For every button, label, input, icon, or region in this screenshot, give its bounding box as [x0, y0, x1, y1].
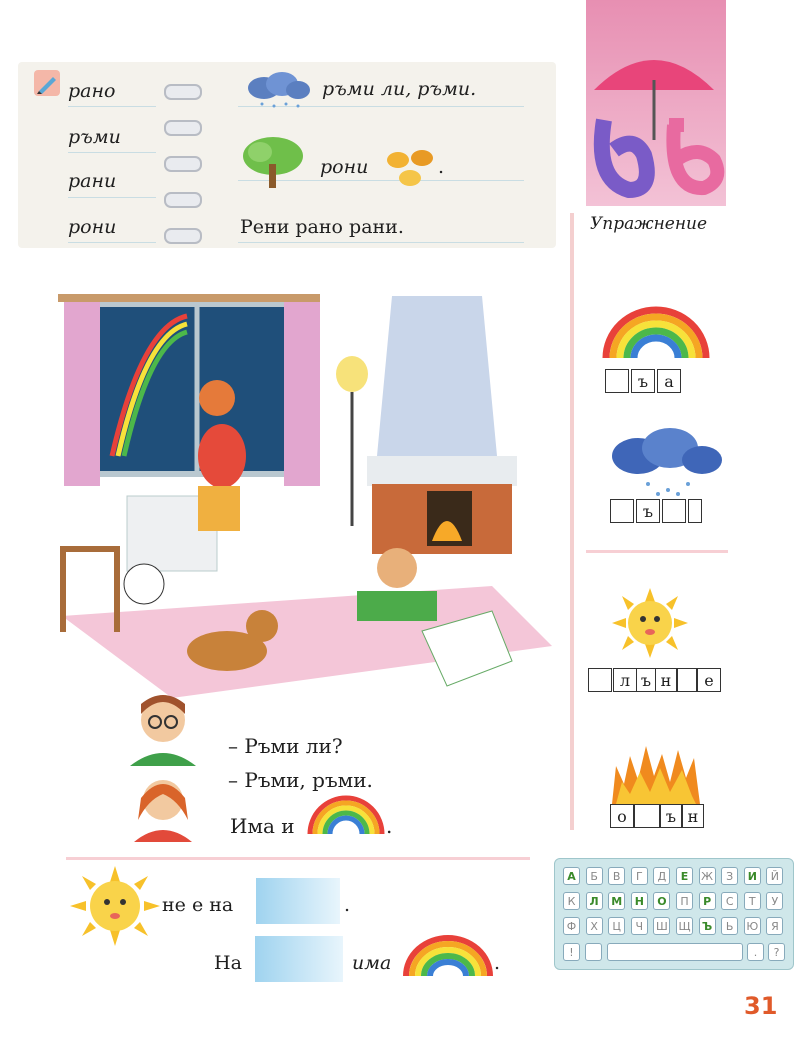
- sun-icon: [70, 866, 160, 950]
- key[interactable]: Ж: [699, 867, 716, 885]
- boy-portrait: [130, 690, 196, 770]
- room-illustration: [52, 286, 560, 700]
- letter-mascots-icon: [574, 40, 734, 214]
- tree-icon: [240, 134, 306, 194]
- bottom-text: има: [352, 952, 392, 974]
- sky-picture: [256, 878, 340, 924]
- spiral-ring: [164, 228, 202, 244]
- letter-keyboard: [554, 858, 794, 970]
- key[interactable]: .: [747, 943, 764, 961]
- column-divider: [570, 213, 574, 830]
- spiral-ring: [164, 120, 202, 136]
- letter-box[interactable]: [605, 369, 629, 393]
- notebook-word: ръми: [68, 126, 121, 148]
- bottom-text-end: .: [494, 952, 501, 974]
- dialogue-line-end: .: [386, 814, 393, 838]
- key[interactable]: З: [721, 867, 738, 885]
- key[interactable]: [585, 943, 602, 961]
- key[interactable]: Д: [653, 867, 670, 885]
- spiral-ring: [164, 192, 202, 208]
- bottom-text-end: .: [344, 894, 351, 916]
- key[interactable]: Г: [631, 867, 648, 885]
- key[interactable]: ?: [768, 943, 785, 961]
- key[interactable]: Й: [766, 867, 783, 885]
- rainbow-icon: [306, 794, 386, 838]
- chapter-tab: [586, 0, 726, 206]
- key[interactable]: Е: [676, 867, 693, 885]
- letter-box[interactable]: ъ: [631, 369, 655, 393]
- dialogue-line: Има и: [230, 814, 295, 838]
- letter-box[interactable]: [610, 499, 634, 523]
- rain-sentence: ръми ли, ръми.: [322, 78, 477, 100]
- key[interactable]: О: [653, 892, 670, 910]
- key[interactable]: М: [608, 892, 625, 910]
- spiral-ring: [164, 84, 202, 100]
- bottom-text: не е на: [162, 894, 234, 916]
- notebook-word: рони: [68, 216, 117, 238]
- key[interactable]: Ф: [563, 917, 580, 935]
- letter-box[interactable]: ъ: [636, 668, 656, 692]
- letter-box[interactable]: н: [655, 668, 677, 692]
- letter-box[interactable]: н: [682, 804, 704, 828]
- spiral-ring: [164, 156, 202, 172]
- key[interactable]: Л: [586, 892, 603, 910]
- notebook-word: рано: [68, 80, 116, 102]
- key[interactable]: !: [563, 943, 580, 961]
- letter-box[interactable]: [588, 668, 612, 692]
- dialogue-line: – Ръми, ръми.: [228, 768, 373, 792]
- key[interactable]: Щ: [676, 917, 693, 935]
- page-number: 31: [744, 992, 778, 1020]
- key[interactable]: У: [766, 892, 783, 910]
- section-divider: [66, 857, 530, 860]
- practice-sentence: Рени рано рани.: [240, 216, 404, 238]
- key[interactable]: Ц: [608, 917, 625, 935]
- letter-box[interactable]: [662, 499, 686, 523]
- rain-cloud-icon: [242, 70, 312, 114]
- section-divider: [586, 550, 728, 553]
- key[interactable]: А: [563, 867, 580, 885]
- rainbow-icon: [600, 306, 712, 362]
- key[interactable]: П: [676, 892, 693, 910]
- tree-sentence-end: .: [438, 156, 445, 178]
- exercise-title: Упражнение: [590, 214, 708, 234]
- key[interactable]: Ъ: [699, 917, 716, 935]
- key[interactable]: Б: [586, 867, 603, 885]
- spacebar[interactable]: [607, 943, 743, 961]
- key[interactable]: Ш: [653, 917, 670, 935]
- key[interactable]: Н: [631, 892, 648, 910]
- letter-box[interactable]: [677, 668, 697, 692]
- key[interactable]: В: [608, 867, 625, 885]
- key[interactable]: Ч: [631, 917, 648, 935]
- rain-cloud-icon: [608, 426, 728, 502]
- notebook-panel: [18, 62, 556, 248]
- key[interactable]: К: [563, 892, 580, 910]
- letter-box[interactable]: л: [613, 668, 637, 692]
- letter-box[interactable]: [634, 804, 660, 828]
- bottom-text: На: [214, 952, 242, 974]
- pencil-icon: [34, 70, 60, 96]
- fire-icon: [610, 736, 702, 808]
- letter-box[interactable]: ъ: [660, 804, 682, 828]
- key[interactable]: Ю: [744, 917, 761, 935]
- key[interactable]: Я: [766, 917, 783, 935]
- sun-icon: [612, 588, 688, 662]
- tree-sentence: рони: [320, 156, 369, 178]
- dialogue-line: – Ръми ли?: [228, 734, 343, 758]
- letter-box[interactable]: е: [697, 668, 721, 692]
- rainbow-icon: [402, 934, 494, 980]
- key[interactable]: И: [744, 867, 761, 885]
- letter-box[interactable]: о: [610, 804, 634, 828]
- key[interactable]: С: [721, 892, 738, 910]
- girl-portrait: [128, 770, 198, 846]
- sky-picture: [255, 936, 343, 982]
- letter-box[interactable]: ъ: [636, 499, 660, 523]
- key[interactable]: Ь: [721, 917, 738, 935]
- key[interactable]: Х: [586, 917, 603, 935]
- key[interactable]: Р: [699, 892, 716, 910]
- letter-box[interactable]: [688, 499, 702, 523]
- letter-box[interactable]: а: [657, 369, 681, 393]
- key[interactable]: Т: [744, 892, 761, 910]
- leaves-icon: [384, 146, 438, 194]
- notebook-word: рани: [68, 170, 117, 192]
